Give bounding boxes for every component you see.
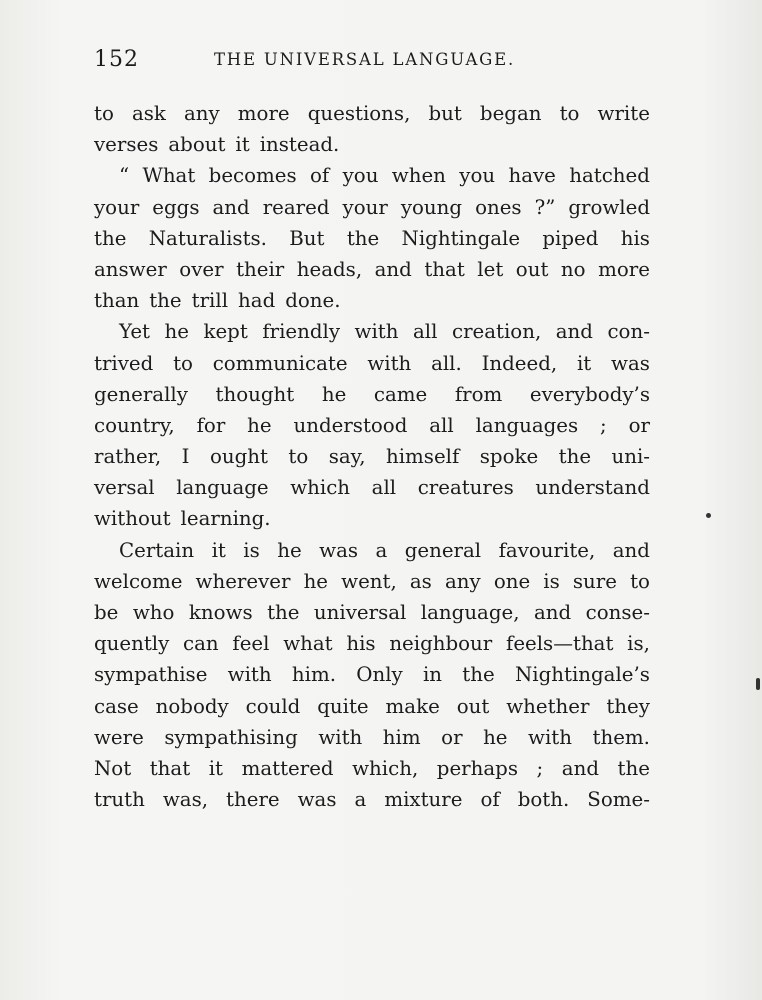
text-line: “ What becomes of you when you have hatched xyxy=(119,164,650,188)
text-line: without learning. xyxy=(94,507,271,531)
text-line: Not that it mattered which, perhaps ; and the xyxy=(94,756,650,780)
text-line: quently can feel what his neighbour feels—that is, xyxy=(94,632,650,656)
text-line: trived to communicate with all. Indeed, it was xyxy=(94,351,650,375)
text-line: than the trill had done. xyxy=(94,289,341,313)
text-line: Yet he kept friendly with all creation, and con- xyxy=(119,320,650,344)
page-number: 152 xyxy=(94,47,139,72)
text-line: sympathise with him. Only in the Nightingale’s xyxy=(94,663,650,687)
text-line: were sympathising with him or he with them. xyxy=(94,725,650,749)
text-line: welcome wherever he went, as any one is sure to xyxy=(94,569,650,593)
text-line: rather, I ought to say, himself spoke the uni- xyxy=(94,445,650,469)
text-line: truth was, there was a mixture of both. Some- xyxy=(94,788,650,812)
text-line: country, for he understood all languages ; or xyxy=(94,413,650,437)
text-line: versal language which all creatures understand xyxy=(94,476,650,500)
text-line: verses about it instead. xyxy=(94,133,340,157)
running-head: THE UNIVERSAL LANGUAGE. xyxy=(214,50,516,69)
text-line: the Naturalists. But the Nightingale piped his xyxy=(94,226,650,250)
text-line: your eggs and reared your young ones ?” growled xyxy=(94,195,650,219)
text-line: answer over their heads, and that let out no more xyxy=(94,257,650,281)
ink-speck xyxy=(706,513,711,518)
page-header xyxy=(94,47,654,79)
ink-speck xyxy=(756,678,760,690)
text-line: case nobody could quite make out whether they xyxy=(94,694,650,718)
body-text xyxy=(94,98,650,815)
text-line: Certain it is he was a general favourite, and xyxy=(119,538,650,562)
text-line: to ask any more questions, but began to write xyxy=(94,102,650,125)
text-line: be who knows the universal language, and conse- xyxy=(94,601,650,624)
text-line: generally thought he came from everybody’s xyxy=(94,382,650,406)
